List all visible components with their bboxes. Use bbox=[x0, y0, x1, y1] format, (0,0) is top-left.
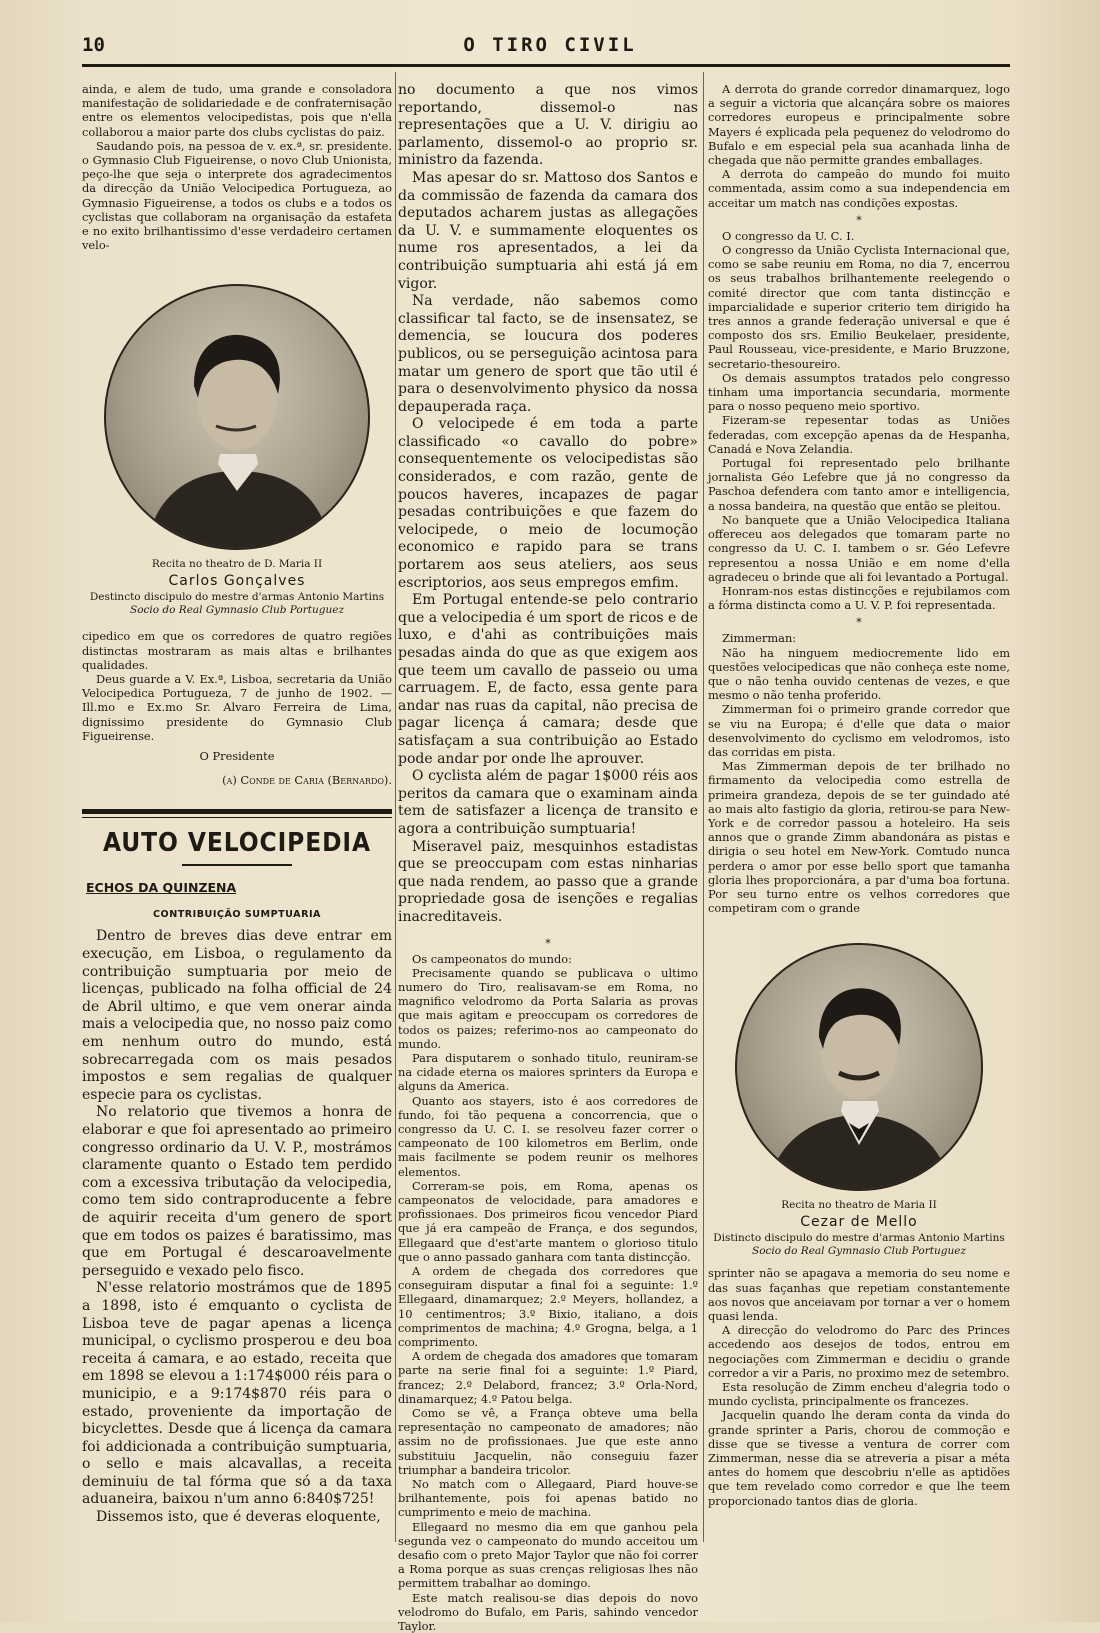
paragraph: A ordem de chegada dos corredores que conseguiram disputar a final foi a seguinte: 1.º Ellegaard, dinamarquez; 2.º Meyers, hollandez, a 10 centimentros; 3.º Bixio, italiano, a dois comprimentos de machina; 4.º Grogna, belga, a 1 comprimento. bbox=[398, 1263, 698, 1349]
paragraph: O congresso da U. C. I. bbox=[722, 228, 855, 243]
paragraph: Honram-nos estas distincções e rejubilamos com a fórma distincta como a U. V. P. foi representada. bbox=[708, 583, 1010, 613]
paragraph: Na verdade, não sabemos como classificar tal facto, se de insensatez, se demencia, se loucura dos poderes publicos, ou se perseguição acintosa para matar um genero de sport que tão util é para o desenvolvimento physico da nossa depauperada raça. bbox=[398, 293, 698, 415]
section-rule-thin bbox=[82, 817, 392, 818]
paragraph: Zimmerman: bbox=[722, 631, 797, 646]
paragraph: Os demais assumptos tratados pelo congresso tinham uma importancia secundaria, mormente para o nosso pequeno meio sportivo. bbox=[708, 370, 1010, 414]
paragraph: Mas Zimmerman depois de ter brilhado no firmamento da velocipedia como estrella de primeira grandeza, depois de se ter guindado até ao mais alto fastigio da gloria, retirou-se para New-York e de corredor passou a hoteleiro. Ha seis annos que o grande Zimm abandonára as pistas e dirigia o seu hotel em New-York. Comtudo nunca perdera o amor por esse bello sport que tamanha gloria lhes proporcionára, a par d'uma boa fortuna. Por seu turno entre os velhos corredores que competiram com o grande bbox=[708, 759, 1010, 916]
paragraph: A ordem de chegada dos amadores que tomaram parte na serie final foi a seguinte: 1.º Piard, francez; 2.º Delabord, francez; 3.º Orla-Nord, dinamarquez; 4.º Patou belga. bbox=[398, 1349, 698, 1406]
page-number: 10 bbox=[82, 34, 105, 56]
header-rule bbox=[82, 64, 1010, 67]
caption-name: Carlos Gonçalves bbox=[168, 573, 306, 590]
paragraph: Este match realisou-se dias depois do novo velodromo do Bufalo, em Paris, sahindo vencedor Taylor. bbox=[398, 1590, 698, 1633]
caption-line: Destincto discipulo do mestre d'armas Antonio Martins bbox=[89, 591, 385, 604]
paragraph: O congresso da União Cyclista Internacional que, como se sabe reuniu em Roma, no dia 7, encerrou os seus trabalhos brilhantemente reelegendo o comité director que com tanta distincção e imparcialidade e superior criterio tem dirigido ha tres annos a grande federação universal e que é composto dos srs. Emilio Beukelaer, presidente, Paul Rousseau, vice-presidente, e Mario Bruzzone, secretario-thesoureiro. bbox=[708, 243, 1010, 371]
column-divider-1 bbox=[395, 72, 396, 1542]
portrait-caption bbox=[708, 1199, 1010, 1258]
paragraph: Como se vê, a França obteve uma bella representação no campeonato de amadores; não assim no de profissionaes. Jue que este anno substituiu Jacquelin, não conseguiu fazer triumphar a bandeira tricolor. bbox=[398, 1406, 698, 1477]
paragraph: Quanto aos stayers, isto é aos corredores de fundo, foi tão pequena a concorrencia, que o congresso da U. C. I. se resolveu fazer correr o campeonato de 100 kilometros em Berlim, onde mais facilmente se podem reunir os melhores elementos. bbox=[398, 1093, 698, 1179]
paragraph: Dissemos isto, que é deveras eloquente, bbox=[96, 1509, 381, 1526]
paragraph: A direcção do velodromo do Parc des Princes accedendo aos desejos de todos, entrou em negociações com Zimmerman e decidiu o grande corredor a vir a Paris, no proximo mez de setembro. bbox=[708, 1323, 1010, 1380]
column-1 bbox=[82, 82, 392, 1527]
column-3 bbox=[708, 82, 1010, 1508]
paragraph: Jacquelin quando lhe deram conta da vinda do grande sprinter a Paris, chorou de commoção e disse que se tivesse a ventura de correr com Zimmerman, nesse dia se atreveria a pisar a méta antes do homem que descobriu n'elle as aptidões que tem revelado como corredor e que lhe teem proporcionado tantos dias de gloria. bbox=[708, 1408, 1010, 1508]
subheading: ECHOS DA QUINZENA bbox=[86, 880, 237, 896]
caption-line: Socio do Real Gymnasio Club Portuguez bbox=[130, 604, 344, 617]
paragraph: O cyclista além de pagar 1$000 réis aos peritos da camara que o examinam ainda tem de satisfazer a licença de transito e agora a contribuição sumptuaria! bbox=[398, 768, 698, 837]
section-title: AUTO VELOCIPEDIA bbox=[102, 828, 372, 859]
paragraph: Os campeonatos do mundo: bbox=[412, 951, 572, 966]
paragraph: Não ha ninguem mediocremente lido em questões velocipedicas que não conheça este nome, que o não tenha ouvido centenas de vezes, e que mesmo o não tenha proferido. bbox=[708, 645, 1010, 703]
paragraph: Precisamente quando se publicava o ultimo numero do Tiro, realisavam-se em Roma, no magnifico velodromo da Porta Salaria as provas que mais agitam e preoccupam os corredores de todos os paizes; referimo-nos ao campeonato do mundo. bbox=[398, 965, 698, 1051]
caption-name: Cezar de Mello bbox=[800, 1214, 918, 1231]
portrait-image bbox=[104, 284, 370, 550]
section-underline bbox=[182, 864, 292, 866]
portrait-cezar-de-mello bbox=[708, 943, 1010, 1191]
paragraph: No match com o Allegaard, Piard houve-se brilhantemente, pois foi apenas batido no cumprimento e meio de machina. bbox=[398, 1477, 698, 1520]
paragraph: Miseravel paiz, mesquinhos estadistas que se preoccupam com estas ninharias que nada rendem, ao passo que a grande propriedade gosa de isenções e regalias inacreditaveis. bbox=[398, 838, 698, 925]
paragraph: Correram-se pois, em Roma, apenas os campeonatos de velocidade, para amadores e profissionaes. Dos primeiros ficou vencedor Piard que já era campeão de França, e dos segundos, Ellegaard que d'est'arte mantem o glorioso titulo que o anno passado ganhara com tanta distincção. bbox=[398, 1178, 698, 1264]
man-portrait-icon bbox=[737, 945, 981, 1189]
sub-subheading: CONTRIBUIÇÃO SUMPTUARIA bbox=[153, 909, 321, 921]
paragraph: ainda, e alem de tudo, uma grande e consoladora manifestação de solidariedade e de confraternisação entre os elementos velocipedistas, pois que n'ella collaborou a maior parte dos clubs cyclistas do paiz. bbox=[82, 82, 392, 139]
section-rule-thick bbox=[82, 809, 392, 814]
paragraph: Deus guarde a V. Ex.ª, Lisboa, secretaria da União Velocipedica Portugueza, 7 de junho de 1902. — Ill.mo e Ex.mo Sr. Alvaro Ferreira de Lima, dignissimo presidente do Gymnasio Club Figueirense. bbox=[82, 672, 392, 743]
paragraph: cipedico em que os corredores de quatro regiões distinctas mostraram as mais altas e brilhantes qualidades. bbox=[82, 629, 392, 672]
paragraph: Para disputarem o sonhado titulo, reuniram-se na cidade eterna os maiores sprinters da Europa e alguns da America. bbox=[398, 1050, 698, 1094]
caption-line: Recita no theatro de D. Maria II bbox=[151, 558, 323, 571]
paragraph: N'esse relatorio mostrámos que de 1895 a 1898, isto é emquanto o cyclista de Lisboa teve de pagar apenas a licença municipal, o cyclismo prosperou e deu boa receita á camara, e ao estado, receita que em 1898 se elevou a 1:174$000 réis para o municipio, e a 9:174$870 réis para o estado, proveniente da importação de bicyclettes. Desde que á licença da camara foi addicionada a contribuição sumptuaria, o sello e mais alcavallas, a receita deminuiu de tal fórma que só a da taxa aduaneira, baixou n'um anno 6:840$725! bbox=[82, 1280, 392, 1508]
paragraph: A derrota do campeão do mundo foi muito commentada, assim como a sua independencia em acceitar um match nas condições expostas. bbox=[708, 167, 1010, 210]
caption-line: Recita no theatro de Maria II bbox=[781, 1199, 937, 1212]
man-portrait-icon bbox=[106, 286, 368, 548]
paragraph: Zimmerman foi o primeiro grande corredor que se viu na Europa; é d'elle que data o maior desenvolvimento do cyclismo em velodromos, isto das corridas em pista. bbox=[708, 702, 1010, 759]
paragraph: Saudando pois, na pessoa de v. ex.ª, sr. presidente. o Gymnasio Club Figueirense, o novo Club Unionista, peço-lhe que seja o interprete dos agradecimentos da direcção da União Velocipedica Portugueza, ao Gymnasio Figueirense, a todos os clubs e a todos os cyclistas que collaboram na organisação da estafeta e no exito brilhantissimo d'esse verdadeiro certamen velo- bbox=[82, 138, 392, 253]
caption-line: Socio do Real Gymnasio Club Portuguez bbox=[752, 1245, 966, 1258]
running-head-title: O TIRO CIVIL bbox=[463, 34, 637, 56]
paragraph: No banquete que a União Velocipedica Italiana offereceu aos delegados que tomaram parte no congresso da U. C. I. tambem o sr. Géo Lefevre representou a nossa União e em nome d'ella agradeceu o brinde que ali foi levantado a Portugal. bbox=[708, 512, 1010, 584]
paragraph: Portugal foi representado pelo brilhante jornalista Géo Lefebre que já no congresso da Paschoa defendera com tanto amor e intelligencia, a nossa bandeira, na questão que então se pleitou. bbox=[708, 456, 1010, 513]
paragraph: Esta resolução de Zimm encheu d'alegria todo o mundo cyclista, principalmente os francezes. bbox=[708, 1380, 1010, 1409]
column-2 bbox=[398, 82, 698, 1633]
caption-line: Distincto discipulo do mestre d'armas Antonio Martins bbox=[713, 1232, 1005, 1245]
column-divider-2 bbox=[703, 72, 704, 1542]
paragraph: O velocipede é em toda a parte classificado «o cavallo do pobre» consequentemente os velocipedistas são considerados, e com razão, gente de poucos haveres, incapazes de pagar pesadas contribuições e que fazem do velocipede, o meio de locumoção economico e rapido para se trans portarem aos seus ateliers, aos seus escriptorios, aos seus empregos emfim. bbox=[398, 416, 698, 591]
portrait-carlos-goncalves bbox=[82, 284, 392, 550]
paragraph: Fizeram-se repesentar todas as Uniões federadas, com excepção apenas da de Hespanha, Canadá e Nova Zelandia. bbox=[708, 413, 1010, 456]
section-star: * bbox=[545, 936, 551, 950]
paragraph: Em Portugal entende-se pelo contrario que a velocipedia é um sport de ricos e de luxo, e d'ahi as contribuições mais pesadas ainda do que as que exigem aos que teem um cavallo de passeio ou uma carruagem. E, de facto, essa gente para andar nas ruas da capital, não precisa de pagar licença á camara; desde que satisfaçam a sua contribuição ao Estado pode andar por onde lhe aprouver. bbox=[398, 592, 698, 767]
paragraph: Dentro de breves dias deve entrar em execução, em Lisboa, o regulamento da contribuição sumptuaria por meio de licenças, publicado na folha official de 24 de Abril ultimo, e que vem onerar ainda mais a velocipedia que, no nosso paiz como em nenhum outro do mundo, está sobrecarregada com os mais pesados impostos e sem regalias de qualquer especie para os cyclistas. bbox=[82, 928, 392, 1103]
signature: (a) Conde de Caria (Bernardo). bbox=[222, 773, 392, 788]
paragraph: no documento a que nos vimos reportando, dissemol-o nas representações que a U. V. dirigiu ao parlamento, dissemol-o ao proprio sr. ministro da fazenda. bbox=[398, 82, 698, 169]
paragraph: Mas apesar do sr. Mattoso dos Santos e da commissão de fazenda da camara dos deputados acharem justas as allegações da U. V. e summamente eloquentes os nume ros apresentados, a lei da contribuição sumptuaria ahi está já em vigor. bbox=[398, 169, 698, 292]
portrait-caption bbox=[82, 558, 392, 617]
paragraph: Ellegaard no mesmo dia em que ganhou pela segunda vez o campeonato do mundo acceitou um desafio com o preto Major Taylor que não foi correr a Roma porque as suas crenças religiosas lhes não permittem trabalhar ao domingo. bbox=[398, 1519, 698, 1591]
paragraph: No relatorio que tivemos a honra de elaborar e que foi apresentado ao primeiro congresso ordinario da U. V. P., mostrámos claramente quanto o Estado tem perdido com a excessiva tributação da velocipedia, como tem sido contraproducente a febre de aquirir receita d'um genero de sport que em todos os paizes é baratissimo, mas que em Portugal é descaroavelmente perseguido e vexado pelo fisco. bbox=[82, 1104, 392, 1279]
paragraph: sprinter não se apagava a memoria do seu nome e das suas façanhas que repetiam constantemente aos novos que anceiavam por tornar a ver o homem quasi lenda. bbox=[708, 1266, 1010, 1323]
section-star: * bbox=[856, 616, 862, 630]
section-star: * bbox=[856, 213, 862, 227]
portrait-image bbox=[735, 943, 983, 1191]
paragraph: A derrota do grande corredor dinamarquez, logo a seguir a victoria que alcançára sobre os maiores corredores europeus e principalmente sobre Mayers é explicada pela pequenez do velodromo do Bufalo e em especial pela sua acanhada linha de chegada que não permitte grandes emballages. bbox=[708, 82, 1010, 168]
signature-title: O Presidente bbox=[199, 749, 275, 764]
